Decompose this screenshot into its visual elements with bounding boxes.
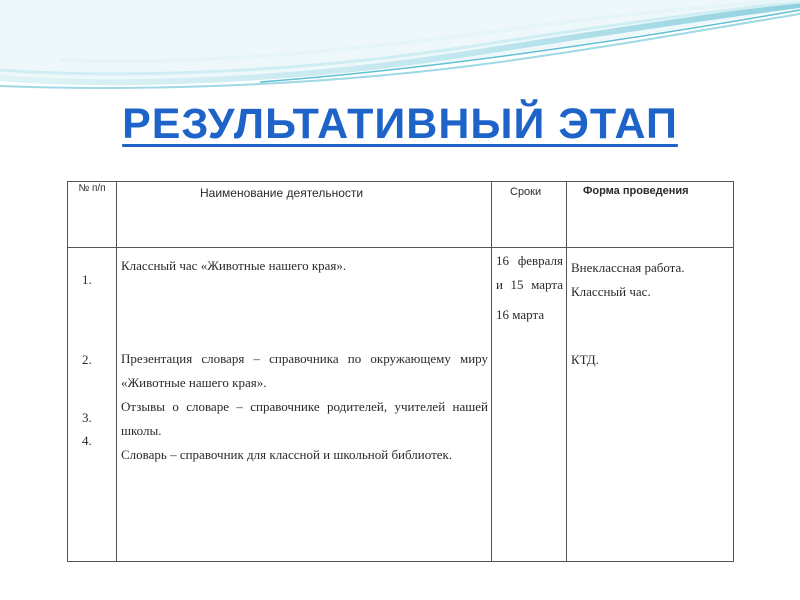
activity-item: Отзывы о словаре – справочнике родителей, учителей нашей школы.: [121, 399, 488, 438]
form-second: КТД.: [571, 352, 599, 367]
table-row: [68, 248, 734, 562]
page-title: РЕЗУЛЬТАТИВНЫЙ ЭТАП: [122, 100, 678, 148]
table-header-row: [68, 182, 734, 248]
decorative-waves: [0, 0, 800, 100]
form-cell: [567, 248, 734, 562]
number-cell: [68, 248, 117, 562]
activity-item: Классный час «Животные нашего края».: [121, 258, 347, 273]
activity-cell: [117, 248, 492, 562]
header-form: Форма проведения: [567, 182, 734, 248]
date-second: 16 марта: [496, 307, 545, 322]
dates-cell: [492, 248, 567, 562]
row-number: 1.: [82, 272, 92, 287]
row-number: 2.: [82, 352, 92, 367]
form-first: Внеклассная работа. Классный час.: [571, 260, 685, 299]
row-number: 3.: [82, 410, 92, 425]
header-activity: Наименование деятельности: [117, 182, 492, 248]
activity-item: Презентация словаря – справочника по окружающему миру «Животные нашего края».: [121, 351, 488, 390]
date-first: 16 февраля и 15 марта: [496, 253, 563, 292]
row-number: 4.: [82, 433, 92, 448]
activity-table: [67, 181, 734, 562]
header-dates: Сроки: [492, 182, 567, 248]
header-number: № п/п: [68, 182, 117, 248]
activity-item: Словарь – справочник для классной и школьной библиотек.: [121, 447, 453, 462]
